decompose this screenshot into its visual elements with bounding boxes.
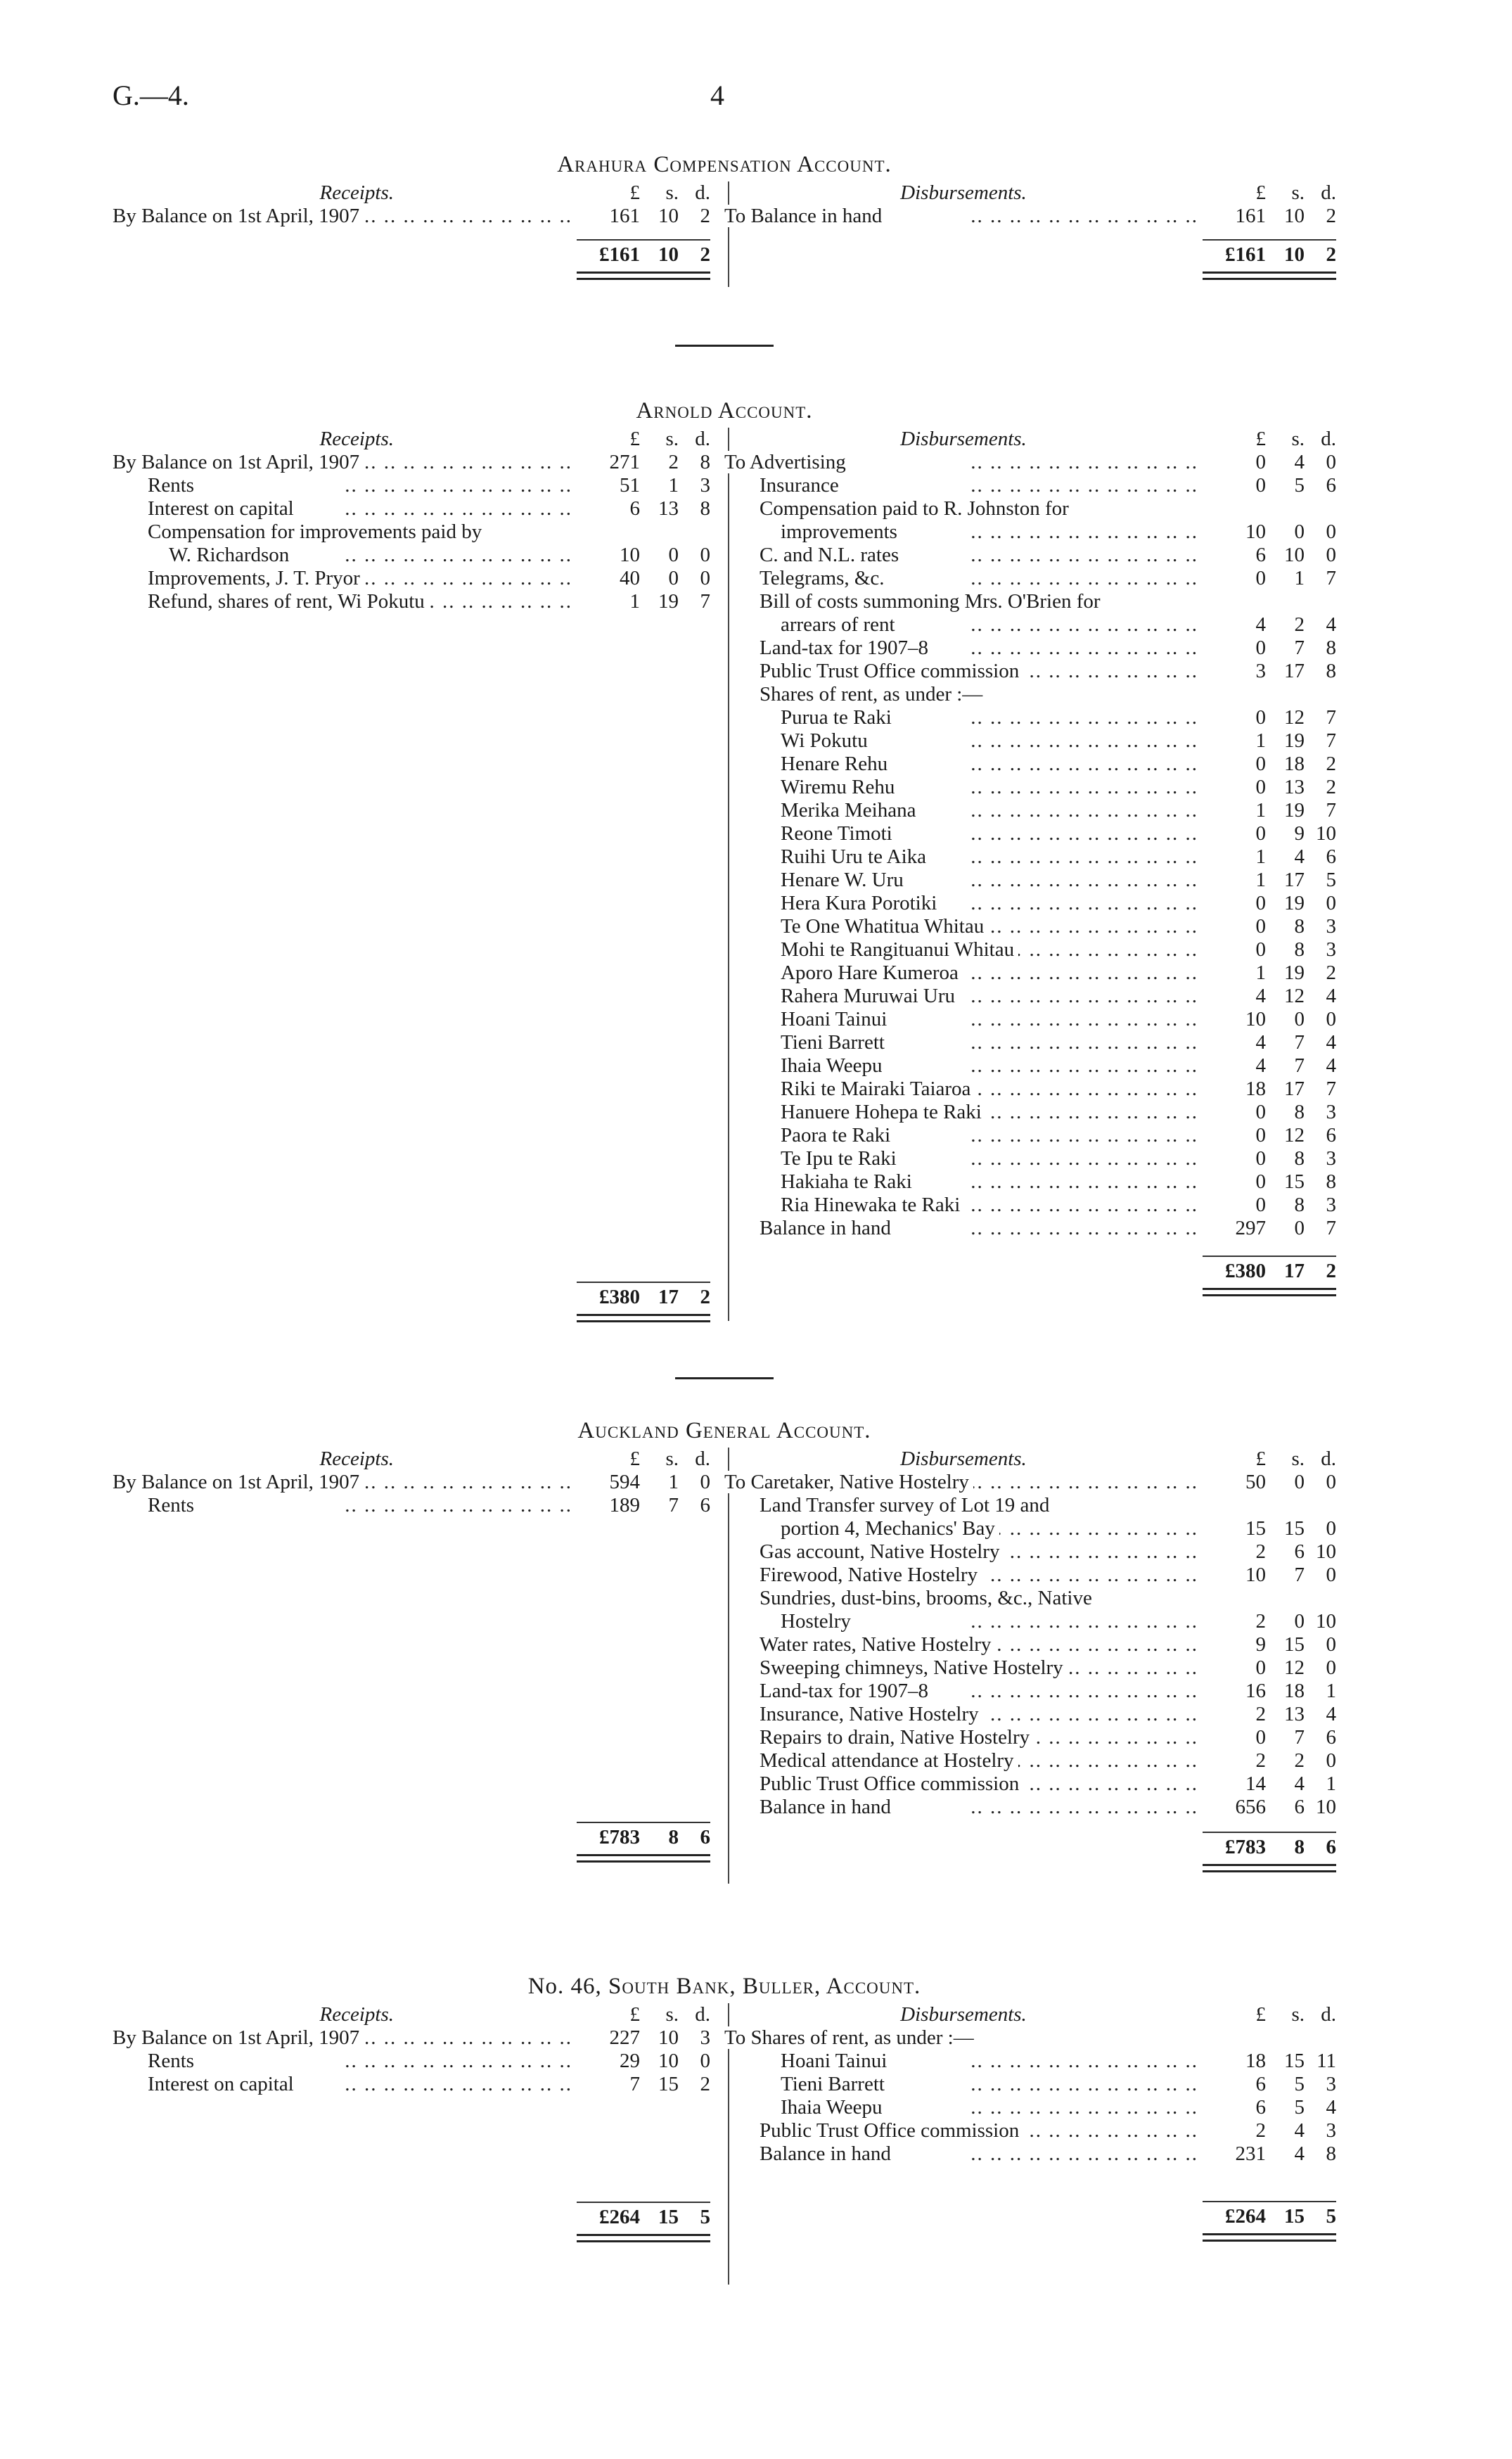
disbursements-column: Disbursements. £ s. d. To Advertising .. 0 4 0 Insurance .. 0 5 6 Compensation paid to R. Johnston for improvements .. 10 0 0 C. and N.L. rates .. 6 10 0 Telegrams, &c. .. 0 1 7 Bill of costs summoning Mrs. O'Brien for arrears of rent .. 4 2 4 Land-tax for 1907–8 .. 0 7 8 Public Trust Office commission .. 3 17 8 Shares of rent, as under :— Purua te Raki .. 0 12 7 Wi Pokutu .. 1 19 7 Henare Rehu .. 0 18 2 Wiremu Rehu .. 0 13 2 Merika Meihana .. 1 19 7 Reone Timoti .. 0 9 10 Ruihi Uru te Aika .. 1 4 6 Henare W. Uru .. 1 17 5 Hera Kura Porotiki .. 0 19 0 Te One Whatitua Whitau .. 0 8 3 Mohi te Rangituanui Whitau .. 0 8 3 Aporo Hare Kumeroa .. 1 19 2 Rahera Muruwai Uru .. 4 12 4 Hoani Tainui .. 10 0 0 Tieni Barrett .. 4 7 4 Ihaia Weepu .. 4 7 4 Riki te Mairaki Taiaroa .. 18 17 7 Hanuere Hohepa te Raki .. 0 8 3 Paora te Raki .. 0 12 6 Te Ipu te Raki .. 0 8 3 Hakiaha te Raki .. 0 15 8 Ria Hinewaka te Raki .. 0 8 3 Balance in hand .. 297 0 7 £380 17 2 xyxy=(724,428,1336,1296)
ledger-row xyxy=(724,567,1336,590)
disbursements-heading: Disbursements. xyxy=(900,181,1027,204)
ledger-row xyxy=(724,938,1336,962)
ledger-item-amount: 29 10 0 xyxy=(620,2050,710,2072)
ledger-item-amount: 1 19 7 xyxy=(1255,729,1336,752)
ledger-row xyxy=(724,474,1336,497)
ledger-item-amount: 1 19 2 xyxy=(1255,962,1336,984)
ledger-row xyxy=(113,205,717,228)
ledger-item-label: Public Trust Office commission .. xyxy=(724,2119,1203,2142)
ledger-item-amount: 9 15 0 xyxy=(1255,1633,1336,1656)
ledger-item-label: Hostelry .. xyxy=(724,1610,1203,1633)
receipts-heading: Receipts. xyxy=(319,2003,394,2026)
ledger-item-label: To Balance in hand .. xyxy=(724,205,1203,228)
ledger-item-amount: 2 6 10 xyxy=(1255,1540,1336,1563)
ledger-row xyxy=(724,1170,1336,1194)
ledger-item-amount: 656 6 10 xyxy=(1235,1796,1336,1818)
ledger-item-label: Hoani Tainui .. xyxy=(724,1008,1203,1031)
ledger-row xyxy=(724,1078,1336,1101)
ledger-item-amount: 10 7 0 xyxy=(1245,1564,1336,1586)
receipts-total: £783 8 6 xyxy=(113,1822,717,1850)
ledger-row xyxy=(724,1217,1336,1240)
ledger-item-amount: 594 1 0 xyxy=(609,1471,710,1493)
ledger-item-label: Purua te Raki .. xyxy=(724,706,1203,729)
ledger-row xyxy=(724,1656,1336,1680)
ledger-item-amount: 6 5 3 xyxy=(1255,2073,1336,2095)
ledger-item-amount: 4 2 4 xyxy=(1255,613,1336,636)
ledger-item-amount: 0 18 2 xyxy=(1255,753,1336,775)
ledger-item-label: C. and N.L. rates .. xyxy=(724,544,1203,567)
account-arahura xyxy=(113,148,1336,308)
ledger-item-label: Sundries, dust-bins, brooms, &c., Native xyxy=(724,1587,1203,1610)
ledger-item-label: arrears of rent .. xyxy=(724,613,1203,637)
ledger-item-label: Reone Timoti .. xyxy=(724,822,1203,845)
ledger-row xyxy=(113,2050,717,2073)
ledger-item-amount: 14 4 1 xyxy=(1245,1773,1336,1795)
ledger-row xyxy=(724,544,1336,567)
ledger-item-label: Henare W. Uru .. xyxy=(724,869,1203,892)
receipts-heading: Receipts. xyxy=(319,1448,394,1470)
ledger-item-amount: 2 0 10 xyxy=(1255,1610,1336,1633)
ledger-row xyxy=(724,729,1336,753)
ledger-item-label: Rents .. xyxy=(113,1494,577,1517)
ledger-row xyxy=(724,1194,1336,1217)
ledger-item-amount xyxy=(1203,683,1336,706)
receipts-column: Receipts. £ s. d. By Balance on 1st April, 1907 .. 271 2 8 Rents .. 51 1 3 Interest on capital .. 6 13 8 Compensation for improvements paid by W. Richardson .. 10 0 0 Improvements, J. T. Pryor .. 40 0 0 Refund, shares of rent, Wi Pokutu .. 1 19 7 £380 17 2 xyxy=(113,428,717,1322)
receipts-column: Receipts. £ s. d. By Balance on 1st April, 1907 .. 227 10 3 Rents .. 29 10 0 Interest on capital .. 7 15 2 £264 15 5 xyxy=(113,2003,717,2242)
ledger-item-label: Mohi te Rangituanui Whitau .. xyxy=(724,938,1203,962)
ledger-item-label: Wiremu Rehu .. xyxy=(724,776,1203,799)
ledger-item-amount: 0 4 0 xyxy=(1255,451,1336,473)
ledger-item-amount: 161 10 2 xyxy=(609,205,710,227)
ledger-row xyxy=(113,590,717,613)
ledger-row xyxy=(724,1494,1336,1517)
ledger-item-label: Land Transfer survey of Lot 19 and xyxy=(724,1494,1203,1517)
ledger-row xyxy=(113,567,717,590)
ledger-row xyxy=(724,1540,1336,1564)
ledger-item-amount: 0 13 2 xyxy=(1255,776,1336,798)
disbursements-heading: Disbursements. xyxy=(900,428,1027,450)
ledger-row xyxy=(113,2026,717,2050)
ledger-item-label: Ihaia Weepu .. xyxy=(724,2096,1203,2119)
account-arnold xyxy=(113,394,1336,1356)
ledger-item-label: Te Ipu te Raki .. xyxy=(724,1147,1203,1170)
ledger-item-label: Repairs to drain, Native Hostelry .. xyxy=(724,1726,1203,1749)
ledger-row xyxy=(724,2073,1336,2096)
ledger-item-amount: 1 19 7 xyxy=(629,590,710,613)
ledger-item-label: Hoani Tainui .. xyxy=(724,2050,1203,2073)
ledger-item-label: Hanuere Hohepa te Raki .. xyxy=(724,1101,1203,1124)
ledger-item-amount: 6 13 8 xyxy=(629,497,710,520)
account-title: Arahura Compensation Account. xyxy=(557,152,892,177)
ledger-item-label: Land-tax for 1907–8 .. xyxy=(724,1680,1203,1703)
ledger-row xyxy=(724,2096,1336,2119)
ledger-item-label: Land-tax for 1907–8 .. xyxy=(724,637,1203,660)
ledger-item-label: To Caretaker, Native Hostelry .. xyxy=(724,1471,1203,1494)
ledger-item-label: Compensation for improvements paid by xyxy=(113,520,577,544)
ledger-item-label: Interest on capital .. xyxy=(113,497,577,520)
ledger-item-amount: 227 10 3 xyxy=(609,2026,710,2049)
ledger-item-label: Te One Whatitua Whitau .. xyxy=(724,915,1203,938)
ledger-row xyxy=(724,776,1336,799)
ledger-row xyxy=(724,1008,1336,1031)
ledger-item-label: Balance in hand .. xyxy=(724,1796,1203,1819)
ledger-row xyxy=(724,1031,1336,1054)
account-title: No. 46, South Bank, Buller, Account. xyxy=(527,1974,921,1999)
receipts-column: Receipts. £ s. d. By Balance on 1st April, 1907 .. 594 1 0 Rents .. 189 7 6 £783 8 6 xyxy=(113,1448,717,1863)
ledger-item-label: Refund, shares of rent, Wi Pokutu .. xyxy=(113,590,577,613)
ledger-row xyxy=(724,590,1336,613)
ledger-item-label: Bill of costs summoning Mrs. O'Brien for xyxy=(724,590,1203,613)
ledger-row xyxy=(724,1054,1336,1078)
ledger-item-label: Sweeping chimneys, Native Hostelry .. xyxy=(724,1656,1203,1680)
disbursements-column: Disbursements. £ s. d. To Balance in hand .. 161 10 2 £161 10 2 xyxy=(724,181,1336,280)
ledger-row xyxy=(724,497,1336,520)
ledger-item-amount: 297 0 7 xyxy=(1235,1217,1336,1239)
ledger-row xyxy=(724,1633,1336,1656)
ledger-item-label: Water rates, Native Hostelry .. xyxy=(724,1633,1203,1656)
receipts-heading: Receipts. xyxy=(319,428,394,450)
ledger-row xyxy=(724,753,1336,776)
ledger-item-amount: 1 19 7 xyxy=(1255,799,1336,822)
ledger-row xyxy=(724,451,1336,474)
ledger-row xyxy=(724,892,1336,915)
ledger-item-label: Improvements, J. T. Pryor .. xyxy=(113,567,577,590)
ledger-row xyxy=(724,915,1336,938)
receipts-heading: Receipts. xyxy=(319,181,394,204)
ledger-row xyxy=(724,1564,1336,1587)
ledger-row xyxy=(724,1680,1336,1703)
ledger-row xyxy=(724,1773,1336,1796)
ledger-row xyxy=(724,660,1336,683)
ledger-item-label: Ruihi Uru te Aika .. xyxy=(724,845,1203,869)
ledger-item-amount: 0 9 10 xyxy=(1255,822,1336,845)
document-code: G.—4. xyxy=(113,79,189,111)
ledger-item-amount: 189 7 6 xyxy=(609,1494,710,1516)
ledger-row xyxy=(724,985,1336,1008)
ledger-item-label: Rahera Muruwai Uru .. xyxy=(724,985,1203,1008)
section-divider xyxy=(675,345,774,347)
ledger-item-amount: 16 18 1 xyxy=(1245,1680,1336,1702)
ledger-item-amount: 0 7 6 xyxy=(1255,1726,1336,1749)
disbursements-heading: Disbursements. xyxy=(900,1448,1027,1470)
ledger-item-label: Tieni Barrett .. xyxy=(724,2073,1203,2096)
ledger-item-amount: 18 17 7 xyxy=(1245,1078,1336,1100)
ledger-item-amount: 10 0 0 xyxy=(620,544,710,566)
disbursements-column: Disbursements. £ s. d. To Caretaker, Native Hostelry .. 50 0 0 Land Transfer survey of Lot 19 and portion 4, Mechanics' Bay .. 15 15 0 Gas account, Native Hostelry .. 2 6 10 Firewood, Native Hostelry .. 10 7 0 Sundries, dust-bins, brooms, &c., Native Hostelry .. 2 0 10 Water rates, Native Hostelry .. 9 15 0 Sweeping chimneys, Native Hostelry .. 0 12 0 Land-tax for 1907–8 .. 16 18 1 Insurance, Native Hostelry .. 2 13 4 Repairs to drain, Native Hostelry .. 0 7 6 Medical attendance at Hostelry .. 2 2 0 Public Trust Office commission .. 14 4 1 Balance in hand .. 656 6 10 £783 8 6 xyxy=(724,1448,1336,1872)
ledger-item-label: Balance in hand .. xyxy=(724,1217,1203,1240)
ledger-row xyxy=(113,474,717,497)
ledger-row xyxy=(724,1726,1336,1749)
ledger-item-amount: 0 8 3 xyxy=(1255,938,1336,961)
ledger-item-amount xyxy=(1203,497,1336,520)
ledger-item-amount xyxy=(1203,1587,1336,1610)
ledger-row xyxy=(724,706,1336,729)
ledger-item-amount: 40 0 0 xyxy=(620,567,710,589)
ledger-item-label: Public Trust Office commission .. xyxy=(724,1773,1203,1796)
ledger-item-amount: 0 19 0 xyxy=(1255,892,1336,914)
ledger-row xyxy=(724,799,1336,822)
ledger-item-label: Wi Pokutu .. xyxy=(724,729,1203,753)
ledger-item-amount: 7 15 2 xyxy=(629,2073,710,2095)
ledger-item-amount: 0 15 8 xyxy=(1255,1170,1336,1193)
ledger-item-label: Merika Meihana .. xyxy=(724,799,1203,822)
ledger-item-label: By Balance on 1st April, 1907 .. xyxy=(113,1471,577,1494)
ledger-row xyxy=(724,1471,1336,1494)
ledger-item-amount: 0 8 3 xyxy=(1255,1147,1336,1170)
disbursements-total: £264 15 5 xyxy=(724,2201,1336,2229)
ledger-item-label: Interest on capital .. xyxy=(113,2073,577,2096)
ledger-row xyxy=(724,2142,1336,2166)
ledger-item-label: Public Trust Office commission .. xyxy=(724,660,1203,683)
ledger-item-label: By Balance on 1st April, 1907 .. xyxy=(113,205,577,228)
ledger-item-amount: 0 8 3 xyxy=(1255,915,1336,938)
ledger-item-label: Insurance, Native Hostelry .. xyxy=(724,1703,1203,1726)
ledger-row xyxy=(113,2073,717,2096)
ledger-row xyxy=(724,869,1336,892)
ledger-row xyxy=(724,1610,1336,1633)
ledger-item-label: Insurance .. xyxy=(724,474,1203,497)
ledger-item-amount: 10 0 0 xyxy=(1245,520,1336,543)
ledger-item-label: Paora te Raki .. xyxy=(724,1124,1203,1147)
ledger-item-amount: 6 5 4 xyxy=(1255,2096,1336,2119)
ledger-item-label: Rents .. xyxy=(113,2050,577,2073)
ledger-item-label: Aporo Hare Kumeroa .. xyxy=(724,962,1203,985)
ledger-item-amount: 10 0 0 xyxy=(1245,1008,1336,1030)
ledger-row xyxy=(724,1101,1336,1124)
ledger-item-label: Gas account, Native Hostelry .. xyxy=(724,1540,1203,1564)
ledger-item-amount: 2 13 4 xyxy=(1255,1703,1336,1725)
account-title: Arnold Account. xyxy=(636,398,813,423)
ledger-row xyxy=(724,1517,1336,1540)
ledger-row xyxy=(113,1494,717,1517)
receipts-total: £264 15 5 xyxy=(113,2202,717,2230)
ledger-row xyxy=(113,544,717,567)
ledger-item-amount: 15 15 0 xyxy=(1245,1517,1336,1540)
ledger-item-amount: 0 5 6 xyxy=(1255,474,1336,497)
receipts-total: £161 10 2 xyxy=(113,239,717,267)
ledger-item-amount: 2 2 0 xyxy=(1255,1749,1336,1772)
ledger-item-amount: 0 7 8 xyxy=(1255,637,1336,659)
ledger-row xyxy=(724,1147,1336,1170)
ledger-item-amount xyxy=(577,520,710,544)
account-south-bank xyxy=(113,1969,1336,2299)
disbursements-column: Disbursements. £ s. d. To Shares of rent, as under :— Hoani Tainui .. 18 15 11 Tieni Barrett .. 6 5 3 Ihaia Weepu .. 6 5 4 Public Trust Office commission .. 2 4 3 Balance in hand .. 231 4 8 £264 15 5 xyxy=(724,2003,1336,2242)
disbursements-total: £783 8 6 xyxy=(724,1832,1336,1860)
ledger-item-amount: 271 2 8 xyxy=(609,451,710,473)
ledger-item-amount: 4 7 4 xyxy=(1255,1031,1336,1054)
ledger-item-amount: 1 4 6 xyxy=(1255,845,1336,868)
ledger-item-label: Ria Hinewaka te Raki .. xyxy=(724,1194,1203,1217)
ledger-row xyxy=(724,1796,1336,1819)
ledger-row xyxy=(113,451,717,474)
ledger-row xyxy=(113,497,717,520)
disbursements-total: £380 17 2 xyxy=(724,1256,1336,1284)
receipts-total: £380 17 2 xyxy=(113,1282,717,1310)
ledger-item-amount xyxy=(1203,590,1336,613)
ledger-row xyxy=(724,520,1336,544)
section-divider xyxy=(675,1377,774,1379)
ledger-item-amount: 0 12 7 xyxy=(1255,706,1336,729)
ledger-item-label: Ihaia Weepu .. xyxy=(724,1054,1203,1078)
receipts-column: Receipts. £ s. d. By Balance on 1st April, 1907 .. 161 10 2 £161 10 2 xyxy=(113,181,717,280)
ledger-row xyxy=(724,1703,1336,1726)
account-auckland xyxy=(113,1414,1336,1905)
ledger-row xyxy=(724,2026,1336,2050)
ledger-row xyxy=(724,205,1336,228)
ledger-row xyxy=(724,613,1336,637)
disbursements-heading: Disbursements. xyxy=(900,2003,1027,2026)
ledger-item-amount: 161 10 2 xyxy=(1235,205,1336,227)
ledger-item-amount: 6 10 0 xyxy=(1255,544,1336,566)
ledger-item-label: Firewood, Native Hostelry .. xyxy=(724,1564,1203,1587)
ledger-item-amount: 4 12 4 xyxy=(1255,985,1336,1007)
ledger-item-amount: 231 4 8 xyxy=(1235,2142,1336,2165)
ledger-item-amount: 0 1 7 xyxy=(1255,567,1336,589)
ledger-row xyxy=(724,1587,1336,1610)
ledger-item-amount: 50 0 0 xyxy=(1245,1471,1336,1493)
ledger-item-label: By Balance on 1st April, 1907 .. xyxy=(113,2026,577,2050)
ledger-item-amount: 51 1 3 xyxy=(620,474,710,497)
ledger-row xyxy=(724,822,1336,845)
ledger-item-label: To Shares of rent, as under :— xyxy=(724,2026,1203,2050)
ledger-item-amount: 3 17 8 xyxy=(1255,660,1336,682)
ledger-item-label: Balance in hand .. xyxy=(724,2142,1203,2166)
ledger-item-amount xyxy=(1203,1494,1336,1517)
ledger-row xyxy=(724,637,1336,660)
ledger-item-amount: 0 8 3 xyxy=(1255,1101,1336,1123)
ledger-item-amount: 0 8 3 xyxy=(1255,1194,1336,1216)
ledger-row xyxy=(724,2050,1336,2073)
ledger-row xyxy=(724,962,1336,985)
ledger-item-label: Hera Kura Porotiki .. xyxy=(724,892,1203,915)
ledger-item-amount: 0 12 0 xyxy=(1255,1656,1336,1679)
ledger-item-label: Henare Rehu .. xyxy=(724,753,1203,776)
ledger-row xyxy=(113,520,717,544)
ledger-item-label: By Balance on 1st April, 1907 .. xyxy=(113,451,577,474)
ledger-row xyxy=(724,1124,1336,1147)
ledger-item-label: Telegrams, &c. .. xyxy=(724,567,1203,590)
ledger-item-amount: 1 17 5 xyxy=(1255,869,1336,891)
ledger-row xyxy=(724,845,1336,869)
ledger-item-label: portion 4, Mechanics' Bay .. xyxy=(724,1517,1203,1540)
ledger-item-amount: 18 15 11 xyxy=(1245,2050,1336,2072)
ledger-item-label: To Advertising .. xyxy=(724,451,1203,474)
ledger-item-label: Tieni Barrett .. xyxy=(724,1031,1203,1054)
disbursements-total: £161 10 2 xyxy=(724,239,1336,267)
ledger-row xyxy=(724,1749,1336,1773)
ledger-row xyxy=(724,683,1336,706)
ledger-item-label: Hakiaha te Raki .. xyxy=(724,1170,1203,1194)
ledger-item-amount: 4 7 4 xyxy=(1255,1054,1336,1077)
ledger-item-label: W. Richardson .. xyxy=(113,544,577,567)
ledger-item-amount xyxy=(1203,2026,1336,2050)
ledger-item-amount: 0 12 6 xyxy=(1255,1124,1336,1147)
ledger-item-amount: 2 4 3 xyxy=(1255,2119,1336,2142)
ledger-item-label: Medical attendance at Hostelry .. xyxy=(724,1749,1203,1773)
ledger-item-label: Shares of rent, as under :— xyxy=(724,683,1203,706)
ledger-row xyxy=(113,1471,717,1494)
ledger-row xyxy=(724,2119,1336,2142)
page-number: 4 xyxy=(710,79,724,111)
ledger-item-label: Rents .. xyxy=(113,474,577,497)
ledger-item-label: improvements .. xyxy=(724,520,1203,544)
ledger-item-label: Compensation paid to R. Johnston for xyxy=(724,497,1203,520)
account-title: Auckland General Account. xyxy=(577,1418,871,1443)
ledger-item-label: Riki te Mairaki Taiaroa .. xyxy=(724,1078,1203,1101)
